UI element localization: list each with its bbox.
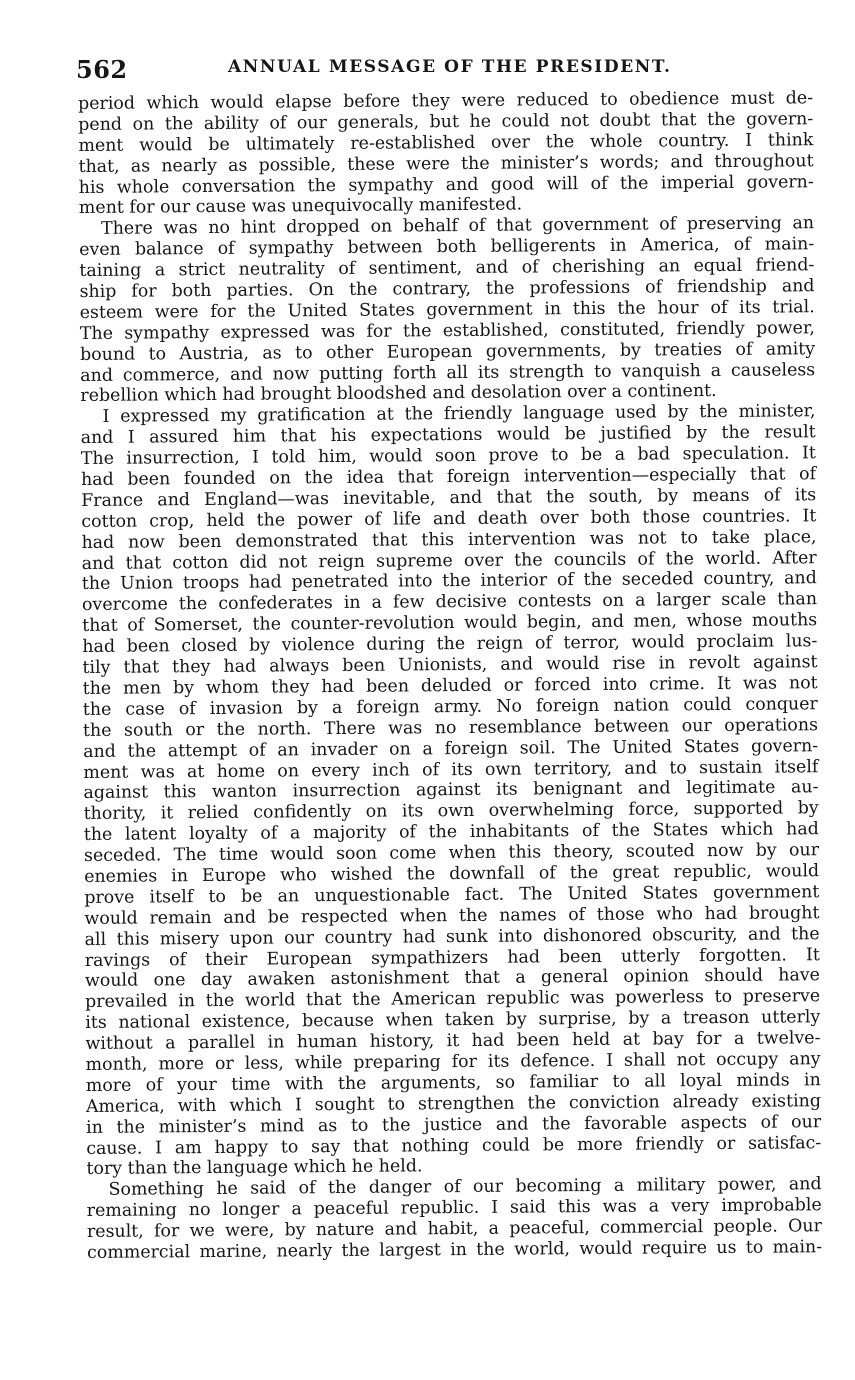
text-line: There was no hint dropped on behalf of that government of preserving an <box>100 213 815 240</box>
text-line: commercial marine, nearly the largest in the world, would require us to main- <box>87 1237 823 1263</box>
text-line: tily that they had always been Unionists, and would rise in revolt against <box>82 652 818 679</box>
text-line: the men by whom they had been deluded or forced into crime. It was not <box>82 673 818 699</box>
text-line: bound to Austria, as to other European governments, by treaties of amity <box>79 338 816 365</box>
text-line: pend on the ability of our generals, but he could not doubt that the govern- <box>78 109 814 135</box>
page-number: 562 <box>76 55 128 84</box>
text-line: seceded. The time would soon come when this theory, scouted now by our <box>83 840 820 867</box>
text-line: overcome the confederates in a few decisive contests on a larger scale than <box>81 589 818 616</box>
text-line: tory than the language which he held. <box>86 1156 423 1180</box>
text-line: the Union troops had penetrated into the interior of the seceded country, and <box>81 568 817 595</box>
text-line: The sympathy expressed was for the established, constituted, friendly power, <box>79 318 815 344</box>
text-line: I expressed my gratification at the friendly language used by the minister, <box>102 401 816 428</box>
text-line: that, as nearly as possible, these were the minister’s words; and throughout <box>78 150 814 177</box>
text-line: France and England—was inevitable, and that the south, by means of its <box>81 485 817 511</box>
text-line: the south or the north. There was no resemblance between our operations <box>82 714 819 741</box>
text-line: period which would elapse before they were reduced to obedience must de- <box>78 88 814 114</box>
text-line: Something he said of the danger of our becoming a military power, and <box>108 1174 822 1201</box>
running-title: ANNUAL MESSAGE OF THE PRESIDENT. <box>228 57 672 77</box>
text-line: had been founded on the idea that foreign intervention—especially that of <box>80 464 817 491</box>
text-line: America, with which I sought to strengthen the conviction already existing <box>85 1090 822 1117</box>
text-line: cotton crop, held the power of life and death over both those countries. It <box>81 506 817 532</box>
text-line: remaining no longer a peaceful republic. I said this was a very improbable <box>86 1195 822 1222</box>
text-line: ravings of their European sympathizers had been utterly forgotten. It <box>84 944 820 971</box>
text-line: and that cotton did not reign supreme over the councils of the world. After <box>81 547 817 574</box>
text-line: taining a strict neutrality of sentiment, and of cherishing an equal friend- <box>79 255 815 282</box>
text-line: would remain and be respected when the names of those who had brought <box>84 902 820 929</box>
text-line: cause. I am happy to say that nothing could be more friendly or satisfac- <box>86 1132 822 1159</box>
text-line: prevailed in the world that the American republic was powerless to preserve <box>85 986 821 1013</box>
page-header <box>76 51 806 85</box>
text-line: against this wanton insurrection against its benignant and legitimate au- <box>83 777 819 804</box>
text-line: the case of invasion by a foreign army. No foreign nation could conquer <box>82 694 818 720</box>
text-line: that of Somerset, the counter-revolution would begin, and men, whose mouths <box>82 610 818 637</box>
text-line: enemies in Europe who wished the downfall of the great republic, would <box>84 861 820 887</box>
text-line: and I assured him that his expectations would be justified by the result <box>80 422 816 449</box>
text-line: more of your time with the arguments, so familiar to all loyal minds in <box>85 1070 821 1096</box>
text-line: The insurrection, I told him, would soon prove to be a bad speculation. It <box>80 443 816 470</box>
text-line: and the attempt of an invader on a foreign soil. The United States govern- <box>83 735 819 762</box>
text-line: prove itself to be an unquestionable fact. The United States government <box>84 882 820 908</box>
text-line: its national existence, because when taken by surprise, by a treason utterly <box>85 1007 821 1034</box>
text-line: even balance of sympathy between both belligerents in America, of main- <box>79 234 815 261</box>
text-line: month, more or less, while preparing for its defence. I shall not occupy any <box>85 1049 821 1075</box>
text-line: rebellion which had brought bloodshed and desolation over a continent. <box>80 381 717 407</box>
text-line: ment for our cause was unequivocally manifested. <box>78 194 523 219</box>
text-line: and commerce, and now putting forth all its strength to vanquish a causeless <box>80 359 816 386</box>
text-line: would one day awaken astonishment that a general opinion should have <box>84 965 821 992</box>
text-line: ment was at home on every inch of its own territory, and to sustain itself <box>83 756 819 783</box>
text-line: the latent loyalty of a majority of the inhabitants of the States which had <box>83 819 819 846</box>
text-line: result, for we were, by nature and habit, a peaceful, commercial people. Our <box>86 1216 822 1243</box>
text-line: esteem were for the United States government in this the hour of its trial. <box>79 297 815 323</box>
text-line: all this misery upon our country had sunk into dishonored obscurity, and the <box>84 923 820 950</box>
text-line: ship for both parties. On the contrary, the professions of friendship and <box>79 276 815 303</box>
text-line: thority, it relied confidently on its own overwhelming force, supported by <box>83 798 819 825</box>
text-line: his whole conversation the sympathy and good will of the imperial govern- <box>78 171 814 198</box>
text-line: had been closed by violence during the reign of terror, would proclaim lus- <box>82 631 818 658</box>
text-line: without a parallel in human history, it had been held at bay for a twelve- <box>85 1028 821 1055</box>
text-line: had now been demonstrated that this intervention was not to take place, <box>81 526 817 553</box>
body-text <box>78 88 822 1264</box>
text-line: ment would be ultimately re-established over the whole country. I think <box>78 130 814 156</box>
text-line: in the minister’s mind as to the justice and the favorable aspects of our <box>86 1111 822 1138</box>
